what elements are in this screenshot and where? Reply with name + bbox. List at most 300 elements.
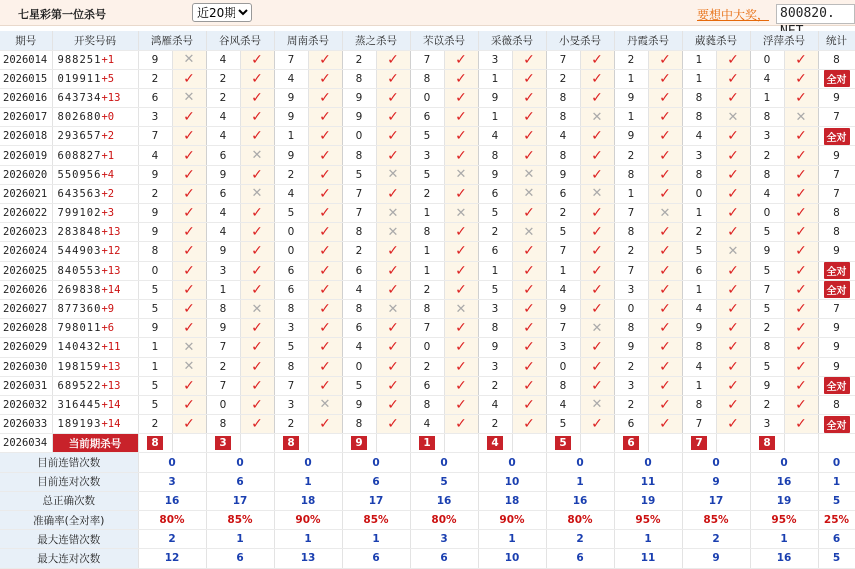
kill-number-cell: 0 [546,357,580,376]
draw-extra: +14 [101,418,121,431]
summary-value: 85% [342,511,410,530]
check-icon [648,165,682,184]
check-icon [784,242,818,261]
kill-number-cell: 6 [614,415,648,434]
kill-number-cell: 5 [274,204,308,223]
current-kill-value: 5 [555,436,570,450]
draw-number-cell [52,127,138,146]
kill-number-cell: 1 [614,108,648,127]
current-kill-cell [342,434,376,453]
check-icon [716,50,750,69]
kill-number-cell: 6 [682,261,716,280]
check-icon [376,319,410,338]
check-mark: ✓ [523,377,535,394]
check-mark: ✓ [591,262,603,279]
column-header: 丹霞杀号 [614,31,682,50]
kill-number-cell: 8 [682,108,716,127]
kill-number-cell: 7 [342,184,376,203]
cross-mark: ✕ [591,397,603,413]
check-icon [512,108,546,127]
check-icon [376,261,410,280]
cross-mark: ✕ [455,167,467,183]
cross-icon [376,223,410,242]
current-kill-cell [682,434,716,453]
check-icon [716,88,750,107]
summary-row [0,472,855,491]
summary-value: 0 [478,453,546,472]
check-icon [784,319,818,338]
table-row [0,415,855,434]
period-cell: 2026030 [0,357,52,376]
check-mark: ✓ [659,109,671,126]
check-icon [308,338,342,357]
check-icon [240,280,274,299]
column-header: 开奖号码 [52,31,138,50]
kill-number-cell: 0 [750,50,784,69]
check-mark: ✓ [659,51,671,68]
kill-number-cell: 1 [614,184,648,203]
cross-mark: ✕ [795,109,807,125]
summary-value: 90% [478,511,546,530]
check-icon [716,357,750,376]
current-kill-value: 7 [691,436,706,450]
check-icon [648,376,682,395]
kill-number-cell: 8 [750,108,784,127]
cross-mark: ✕ [387,167,399,183]
kill-number-cell: 9 [342,395,376,414]
draw-extra: +5 [101,72,115,85]
summary-stat: 25% [818,511,855,530]
check-mark: ✓ [659,166,671,183]
check-mark: ✓ [455,377,467,394]
check-icon [648,146,682,165]
kill-number-cell: 8 [546,108,580,127]
draw-extra: +14 [101,398,121,411]
check-icon [444,69,478,88]
kill-number-cell: 2 [614,242,648,261]
check-icon [172,146,206,165]
summary-value: 9 [682,472,750,491]
draw-number-cell [52,395,138,414]
spacer-cell [580,434,614,453]
check-mark: ✓ [523,396,535,413]
check-icon [308,376,342,395]
check-icon [512,88,546,107]
check-icon [580,242,614,261]
column-header: 周南杀号 [274,31,342,50]
check-icon [648,415,682,434]
summary-row [0,530,855,549]
check-mark: ✓ [183,320,195,337]
check-mark: ✓ [387,51,399,68]
kill-number-cell: 9 [206,319,240,338]
check-icon [648,338,682,357]
check-mark: ✓ [795,70,807,87]
check-icon [376,395,410,414]
kill-number-cell: 8 [206,415,240,434]
period-select[interactable] [192,3,252,22]
check-icon [376,50,410,69]
check-icon [308,50,342,69]
kill-number-cell: 0 [614,299,648,318]
check-mark: ✓ [251,396,263,413]
check-icon [240,50,274,69]
kill-number-cell: 4 [478,127,512,146]
draw-number-cell [52,299,138,318]
check-icon [716,261,750,280]
kill-number-cell: 2 [614,50,648,69]
current-kill-value: 8 [147,436,162,450]
kill-number-cell: 9 [478,338,512,357]
cross-icon [444,165,478,184]
stat-cell [818,376,855,395]
kill-number-cell: 5 [342,376,376,395]
check-mark: ✓ [251,358,263,375]
cross-mark: ✕ [591,109,603,125]
check-mark: ✓ [591,205,603,222]
kill-number-cell: 2 [478,415,512,434]
check-icon [172,376,206,395]
check-icon [172,165,206,184]
summary-row [0,453,855,472]
current-kill-value: 8 [283,436,298,450]
kill-number-cell: 8 [274,299,308,318]
check-mark: ✓ [727,339,739,356]
stat-cell: 9 [818,242,855,261]
stat-cell: 8 [818,204,855,223]
summary-value: 1 [274,472,342,491]
check-mark: ✓ [183,377,195,394]
kill-number-cell: 6 [546,184,580,203]
check-mark: ✓ [251,243,263,260]
summary-value: 1 [750,530,818,549]
kill-number-cell: 5 [750,299,784,318]
check-mark: ✓ [659,147,671,164]
kill-number-cell: 1 [682,204,716,223]
check-mark: ✓ [795,243,807,260]
check-icon [512,319,546,338]
kill-number-cell: 1 [478,108,512,127]
kill-number-cell: 2 [614,146,648,165]
check-icon [580,261,614,280]
check-icon [648,50,682,69]
draw-number-cell [52,338,138,357]
check-mark: ✓ [319,416,331,433]
summary-value: 1 [546,472,614,491]
cross-mark: ✕ [523,224,535,240]
cross-mark: ✕ [523,186,535,202]
check-mark: ✓ [387,89,399,106]
check-mark: ✓ [659,89,671,106]
check-icon [308,415,342,434]
check-mark: ✓ [727,320,739,337]
kill-number-cell: 8 [410,395,444,414]
check-mark: ✓ [251,109,263,126]
column-header: 葳蕤杀号 [682,31,750,50]
check-mark: ✓ [319,243,331,260]
check-mark: ✓ [251,51,263,68]
table-row [0,319,855,338]
check-icon [172,127,206,146]
check-mark: ✓ [659,377,671,394]
check-mark: ✓ [795,128,807,145]
page-title: 七星彩第一位杀号 [18,8,106,21]
check-icon [580,204,614,223]
summary-value: 11 [614,472,682,491]
check-icon [512,127,546,146]
current-kill-value: 9 [351,436,366,450]
period-cell: 2026024 [0,242,52,261]
check-mark: ✓ [319,320,331,337]
draw-digits: 608827 [57,149,102,162]
check-mark: ✓ [523,416,535,433]
check-icon [240,395,274,414]
current-kill-cell [478,434,512,453]
top-bar [0,0,855,26]
kill-number-cell: 2 [206,357,240,376]
check-icon [444,376,478,395]
spacer-cell [784,434,818,453]
check-icon [648,127,682,146]
check-icon [240,338,274,357]
draw-digits: 283848 [57,226,102,239]
table-row [0,395,855,414]
check-mark: ✓ [387,109,399,126]
check-icon [240,376,274,395]
draw-digits: 988251 [57,53,102,66]
check-mark: ✓ [523,339,535,356]
check-icon [512,50,546,69]
current-kill-cell [750,434,784,453]
check-icon [308,223,342,242]
check-mark: ✓ [251,70,263,87]
cross-icon [512,223,546,242]
kill-number-cell: 1 [682,69,716,88]
kill-number-cell: 5 [546,415,580,434]
summary-row [0,491,855,510]
kill-number-cell: 8 [410,223,444,242]
stat-cell [818,280,855,299]
check-icon [512,242,546,261]
check-mark: ✓ [387,262,399,279]
check-mark: ✓ [795,185,807,202]
ad-link[interactable]: 要想中大奖， [697,8,770,22]
stat-cell: 7 [818,108,855,127]
draw-digits: 019911 [57,72,102,85]
draw-extra: +2 [101,187,115,200]
current-kill-value: 3 [215,436,230,450]
kill-number-cell: 9 [750,376,784,395]
check-icon [648,280,682,299]
kill-number-cell: 4 [206,204,240,223]
check-icon [376,338,410,357]
draw-extra: +3 [101,207,115,220]
cross-mark: ✕ [251,186,263,202]
cross-icon [784,108,818,127]
check-icon [172,299,206,318]
kill-number-cell: 7 [614,261,648,280]
check-mark: ✓ [251,224,263,241]
all-correct-badge: 全对 [824,262,850,279]
cross-mark: ✕ [183,339,195,355]
kill-number-cell: 9 [274,108,308,127]
check-icon [172,395,206,414]
check-mark: ✓ [455,128,467,145]
summary-value: 90% [274,511,342,530]
check-mark: ✓ [591,70,603,87]
check-mark: ✓ [455,147,467,164]
check-mark: ✓ [183,224,195,241]
check-icon [240,223,274,242]
cross-icon [512,184,546,203]
kill-number-cell: 9 [546,165,580,184]
check-mark: ✓ [727,147,739,164]
check-icon [580,50,614,69]
column-header: 芣苡杀号 [410,31,478,50]
summary-value: 2 [138,530,206,549]
summary-value: 5 [410,472,478,491]
check-mark: ✓ [387,70,399,87]
summary-value: 0 [750,453,818,472]
column-header: 浮萍杀号 [750,31,818,50]
summary-value: 16 [750,549,818,568]
check-mark: ✓ [795,358,807,375]
kill-number-cell: 7 [138,127,172,146]
summary-stat: 6 [818,530,855,549]
check-mark: ✓ [183,396,195,413]
cross-mark: ✕ [251,148,263,164]
check-icon [240,261,274,280]
cross-mark: ✕ [659,205,671,221]
current-kill-cell [546,434,580,453]
summary-value: 95% [750,511,818,530]
table-row [0,242,855,261]
kill-number-cell: 5 [750,261,784,280]
check-icon [444,88,478,107]
kill-number-cell: 6 [478,184,512,203]
kill-number-cell: 2 [750,146,784,165]
stat-cell: 8 [818,395,855,414]
kill-number-cell: 5 [342,165,376,184]
check-icon [308,261,342,280]
cross-mark: ✕ [727,243,739,259]
check-icon [172,223,206,242]
current-period-cell: 2026034 [0,434,52,453]
check-mark: ✓ [455,224,467,241]
summary-value: 10 [478,549,546,568]
table-row [0,184,855,203]
kill-number-cell: 7 [546,319,580,338]
kill-number-cell: 9 [206,165,240,184]
check-icon [444,357,478,376]
draw-digits: 269838 [57,283,102,296]
table-row [0,299,855,318]
table-row [0,69,855,88]
kill-number-cell: 6 [342,319,376,338]
kill-number-cell: 3 [682,146,716,165]
kill-number-cell: 8 [342,223,376,242]
kill-number-cell: 9 [138,50,172,69]
spacer-cell [376,434,410,453]
draw-number-cell [52,261,138,280]
check-icon [648,108,682,127]
check-mark: ✓ [727,377,739,394]
check-mark: ✓ [455,320,467,337]
cross-icon [172,357,206,376]
kill-number-cell: 8 [546,146,580,165]
summary-value: 1 [206,530,274,549]
cross-mark: ✕ [591,186,603,202]
table-row [0,146,855,165]
kill-number-cell: 7 [750,280,784,299]
check-icon [784,299,818,318]
check-mark: ✓ [591,243,603,260]
check-mark: ✓ [387,243,399,260]
check-icon [648,184,682,203]
summary-value: 0 [342,453,410,472]
draw-extra: +14 [101,283,121,296]
check-mark: ✓ [251,377,263,394]
kill-number-cell: 9 [546,299,580,318]
current-kill-cell [206,434,240,453]
check-mark: ✓ [591,416,603,433]
period-cell: 2026021 [0,184,52,203]
stat-cell: 9 [818,357,855,376]
draw-extra: +13 [101,360,121,373]
cross-mark: ✕ [455,205,467,221]
check-mark: ✓ [319,51,331,68]
kill-number-cell: 6 [410,108,444,127]
check-mark: ✓ [795,205,807,222]
check-icon [376,127,410,146]
kill-number-cell: 8 [206,299,240,318]
period-cell: 2026031 [0,376,52,395]
current-kill-cell [274,434,308,453]
kill-number-cell: 2 [614,357,648,376]
check-icon [716,299,750,318]
kill-number-cell: 8 [750,165,784,184]
kill-number-cell: 3 [206,261,240,280]
kill-number-cell: 2 [342,50,376,69]
draw-digits: 689522 [57,379,102,392]
spacer-cell [716,434,750,453]
draw-number-cell [52,108,138,127]
check-icon [648,357,682,376]
draw-number-cell [52,280,138,299]
check-icon [716,69,750,88]
kill-number-cell: 1 [546,261,580,280]
kill-number-cell: 6 [342,261,376,280]
check-mark: ✓ [659,262,671,279]
check-icon [308,204,342,223]
check-icon [376,88,410,107]
check-mark: ✓ [591,281,603,298]
period-cell: 2026029 [0,338,52,357]
draw-digits: 877360 [57,303,102,316]
draw-number-cell [52,69,138,88]
draw-number-cell [52,376,138,395]
summary-value: 6 [546,549,614,568]
current-kill-cell [614,434,648,453]
summary-label: 最大连对次数 [0,549,138,568]
check-icon [648,319,682,338]
check-icon [648,69,682,88]
check-icon [716,146,750,165]
ad-site-badge[interactable]: 800820. [776,4,855,24]
check-icon [580,165,614,184]
column-header: 小旻杀号 [546,31,614,50]
check-icon [648,242,682,261]
